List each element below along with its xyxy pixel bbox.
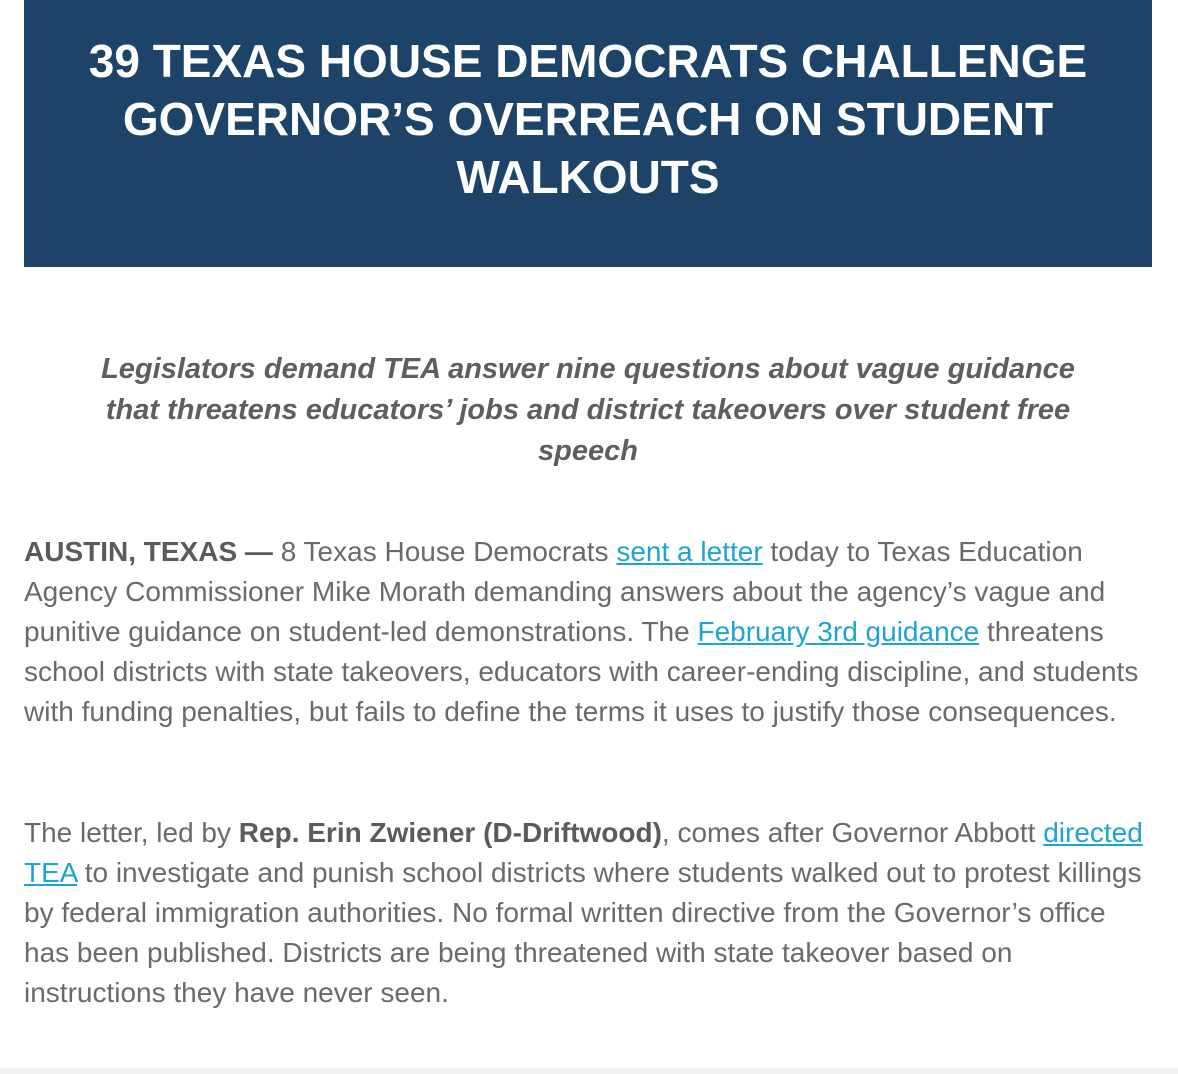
paragraph-2-text-1: The letter, led by: [24, 817, 239, 848]
headline-banner: [24, 0, 1152, 267]
subheadline-line-3: speech: [538, 435, 638, 467]
dateline: AUSTIN, TEXAS —: [24, 536, 273, 567]
body-paragraph-2: [24, 813, 1154, 1013]
representative-name: Rep. Erin Zwiener (D-Driftwood): [238, 817, 662, 848]
subheadline-line-2: that threatens educators’ jobs and district takeovers over student free: [105, 394, 1071, 426]
february-guidance-link[interactable]: February 3rd guidance: [697, 616, 980, 647]
paragraph-1-text-2: today to Texas Education Agency Commissioner Mike Morath demanding answers about the agency’s vague and punitive guidance on student-led demonstrations. The: [24, 536, 1106, 647]
paragraph-2-text-3: to investigate and punish school districts where students walked out to protest killings by federal immigration authorities. No formal written directive from the Governor’s office has been published. Districts are being threatened with state takeover based on instructions they have never seen.: [24, 857, 1142, 1008]
bottom-divider: [0, 1068, 1178, 1074]
headline-line-1: 39 TEXAS HOUSE DEMOCRATS CHALLENGE: [88, 35, 1088, 87]
headline: [24, 32, 1152, 206]
sent-letter-link[interactable]: sent a letter: [616, 536, 763, 567]
subheadline-line-1: Legislators demand TEA answer nine questions about vague guidance: [101, 353, 1075, 385]
subheadline: [24, 349, 1152, 472]
paragraph-1-text-3: threatens school districts with state takeovers, educators with career-ending discipline, and students with funding penalties, but fails to define the terms it uses to justify those consequences.: [24, 616, 1139, 727]
headline-line-3: WALKOUTS: [456, 151, 720, 203]
paragraph-1-text-1: 8 Texas House Democrats: [272, 536, 617, 567]
body-paragraph-1: [24, 532, 1154, 732]
directed-tea-link[interactable]: directed TEA: [24, 817, 1143, 888]
headline-line-2: GOVERNOR’S OVERREACH ON STUDENT: [122, 93, 1054, 145]
paragraph-2-text-2: , comes after Governor Abbott: [661, 817, 1044, 848]
